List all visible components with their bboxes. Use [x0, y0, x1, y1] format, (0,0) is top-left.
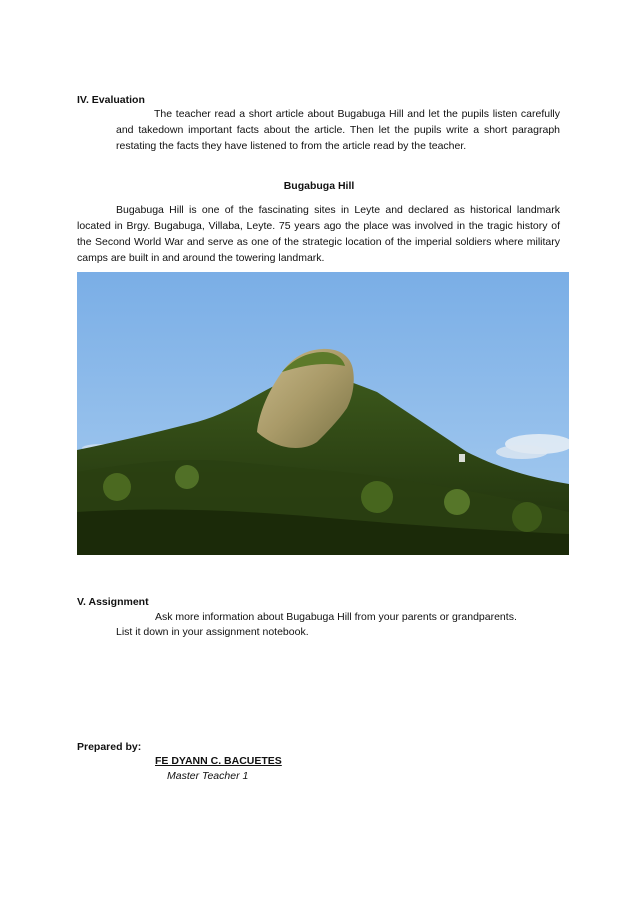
article-title: Bugabuga Hill: [283, 180, 355, 192]
preparer-title: Master Teacher 1: [167, 770, 249, 782]
bugabuga-hill-photo: [77, 272, 569, 555]
assignment-instruction-continued: List it down in your assignment notebook.: [116, 626, 309, 638]
evaluation-heading: IV. Evaluation: [77, 94, 145, 106]
article-body: Bugabuga Hill is one of the fascinating sites in Leyte and declared as historical landmark located in Brgy. Bugabuga, Villaba, Leyte. 75 years ago the place was involved in the tragic history of the Second World War and serve as one of the strategic location of the imperial soldiers where military camps are built in and around the towering landmark.: [77, 204, 560, 264]
prepared-by-label: Prepared by:: [77, 741, 142, 753]
assignment-heading: V. Assignment: [77, 596, 149, 608]
evaluation-text: The teacher read a short article about Bugabuga Hill and let the pupils listen carefully and takedown important facts about the article. Then let the pupils write a short paragraph restating the facts they have listened to from the article read by the teacher.: [116, 108, 560, 152]
preparer-name: FE DYANN C. BACUETES: [155, 755, 282, 767]
assignment-instruction: Ask more information about Bugabuga Hill from your parents or grandparents.: [155, 611, 517, 623]
